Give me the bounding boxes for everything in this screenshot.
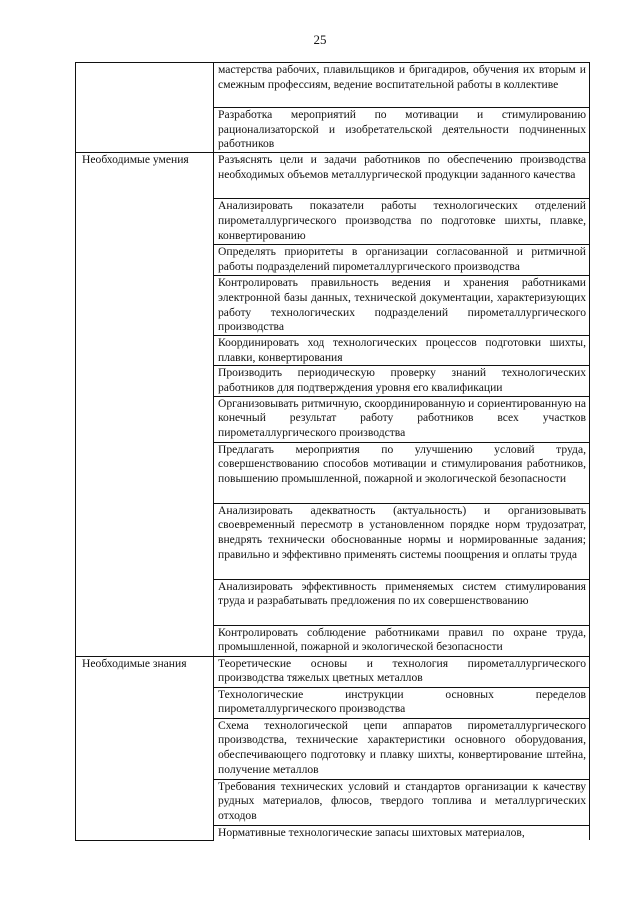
table-cell bbox=[214, 718, 590, 779]
table-cell bbox=[214, 108, 590, 153]
cell-text: Определять приоритеты в организации согласованной и ритмичной работы подразделений пирометаллургического производства bbox=[218, 245, 586, 273]
table-row bbox=[76, 656, 590, 687]
table-cell bbox=[214, 199, 590, 245]
cell-text: Анализировать эффективность применяемых систем стимулирования труда и разрабатывать предложения по их совершенствованию bbox=[218, 579, 586, 608]
cell-text: Разработка мероприятий по мотивации и стимулированию рационализаторской и изобретательской деятельности подчиненных работников bbox=[218, 108, 586, 151]
table-cell bbox=[214, 579, 590, 625]
table-cell bbox=[214, 153, 590, 199]
cell-text: Требования технических условий и стандартов организации к качеству рудных материалов, флюсов, твердого топлива и металлургических отходов bbox=[218, 779, 586, 823]
cell-text: Технологические инструкции основных переделов пирометаллургического производства bbox=[218, 687, 586, 716]
cell-text: Контролировать соблюдение работниками правил по охране труда, промышленной, пожарной и экологической безопасности bbox=[218, 625, 586, 654]
cell-text: Теоретические основы и технология пирометаллургического производства тяжелых цветных металлов bbox=[218, 656, 586, 685]
table-cell bbox=[214, 396, 590, 442]
cell-text: Схема технологической цепи аппаратов пирометаллургического производства, технические характеристики основного оборудования, обеспечивающего подготовку и плавку шихты, конвертирование штейна, получение металлов bbox=[218, 718, 586, 776]
cell-text: Организовывать ритмичную, скоординированную и сориентированную на конечный результат работу работников всех участков пирометаллургического производства bbox=[218, 396, 586, 440]
cell-text: Разъяснять цели и задачи работников по обеспечению производства необходимых объемов металлургической продукции заданного качества bbox=[218, 153, 586, 181]
row-label bbox=[76, 153, 214, 657]
cell-text: Производить периодическую проверку знаний технологических работников для подтверждения уровня его квалификации bbox=[218, 366, 586, 395]
label-text: Необходимые умения bbox=[82, 153, 189, 167]
table-cell bbox=[214, 779, 590, 825]
page-number: 25 bbox=[313, 32, 327, 47]
cell-text: Предлагать мероприятия по улучшению условий труда, совершенствованию способов мотивации и стимулирования работников, повышению промышленной, пожарной и экологической безопасности bbox=[218, 442, 586, 486]
table-cell bbox=[214, 656, 590, 687]
competency-table bbox=[75, 62, 590, 841]
table-row bbox=[76, 63, 590, 108]
table-cell bbox=[214, 366, 590, 396]
table-cell bbox=[214, 687, 590, 718]
label-text: Необходимые знания bbox=[82, 656, 187, 670]
table-cell bbox=[214, 335, 590, 365]
cell-text: мастерства рабочих, плавильщиков и бригадиров, обучения их вторым и смежным профессиям, ведение воспитательной работы в коллективе bbox=[218, 63, 586, 91]
table-cell bbox=[214, 503, 590, 579]
table-cell bbox=[214, 63, 590, 108]
table-cell bbox=[214, 442, 590, 503]
table-cell bbox=[214, 276, 590, 336]
row-label bbox=[76, 656, 214, 840]
table-cell bbox=[214, 625, 590, 656]
cell-text: Контролировать правильность ведения и хранения работниками электронной базы данных, технической документации, характеризующих работу технологических подразделений пирометаллургического производства bbox=[218, 276, 586, 334]
cell-text: Нормативные технологические запасы шихтовых материалов, bbox=[218, 825, 525, 839]
table-row bbox=[76, 153, 590, 199]
cell-text: Анализировать показатели работы технологических отделений пирометаллургического производства по подготовке шихты, плавке, конвертированию bbox=[218, 199, 586, 242]
table-cell bbox=[214, 825, 590, 840]
table-cell bbox=[214, 245, 590, 276]
cell-text: Анализировать адекватность (актуальность) и организовывать своевременный пересмотр в установленном порядке норм трудозатрат, внедрять технически обоснованные нормы и нормированные задания; правильно и эффективно применять системы поощрения и оплаты труда bbox=[218, 503, 586, 561]
cell-text: Координировать ход технологических процессов подготовки шихты, плавки, конвертирования bbox=[218, 335, 586, 364]
row-label bbox=[76, 63, 214, 153]
